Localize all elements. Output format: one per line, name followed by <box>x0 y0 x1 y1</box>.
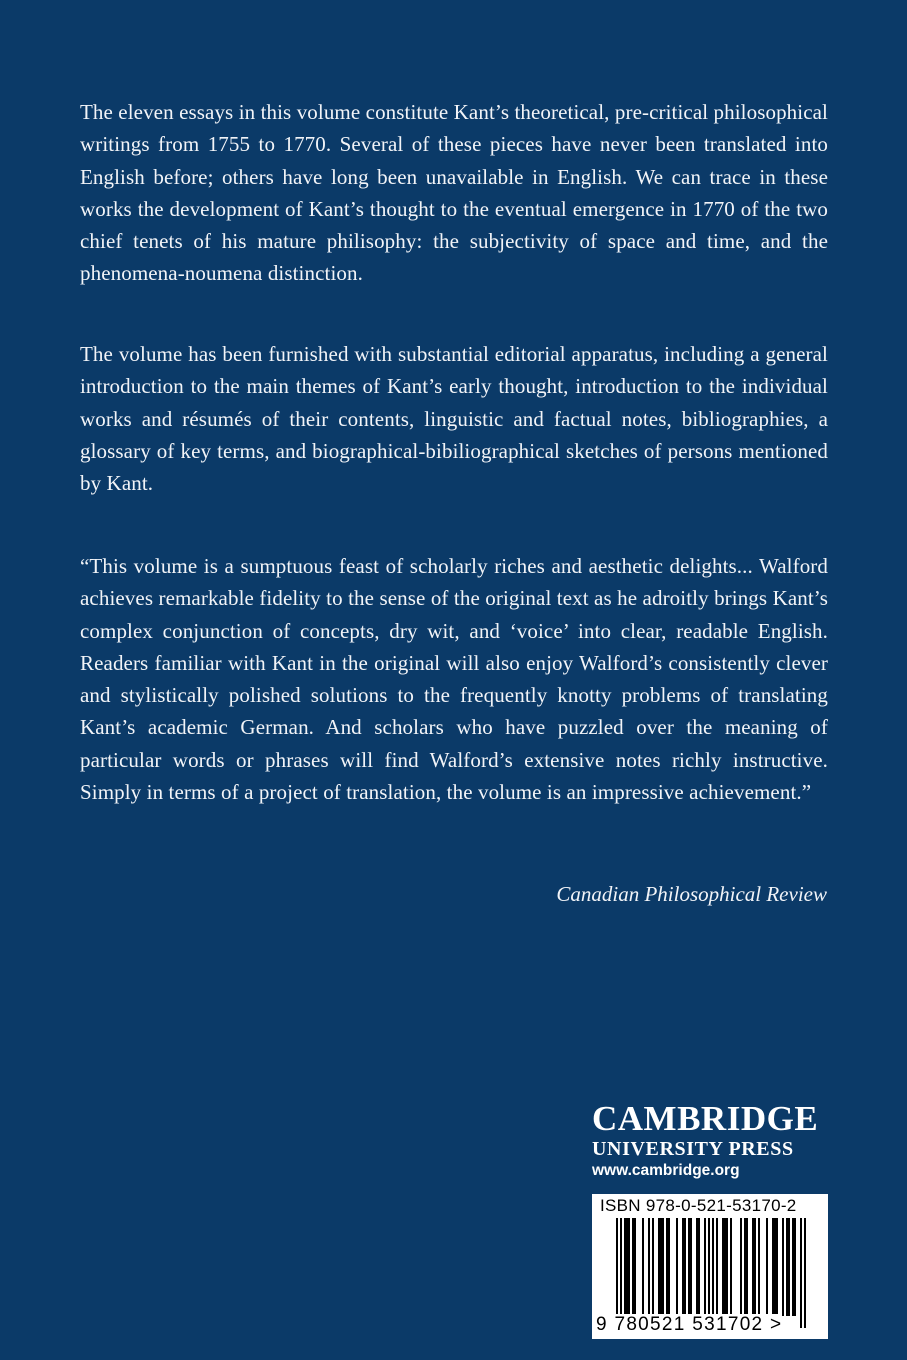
publisher-name: CAMBRIDGE <box>592 1099 819 1138</box>
blurb-paragraph-1: The eleven essays in this volume constitute Kant’s theoretical, pre-critical philosophical writings from 1755 to 1770. Several of these pieces have never been translated into English before; others have long been unavailable in English. We can trace in these works the development of Kant’s thought to the eventual emergence in 1770 of the two chief tenets of his mature philisophy: the subjectivity of space and time, and the phenomena-noumena distinction. <box>80 100 828 286</box>
publisher-url: www.cambridge.org <box>592 1162 740 1179</box>
barcode-bar <box>682 1218 686 1316</box>
barcode-bar <box>722 1218 728 1316</box>
barcode-bar <box>624 1218 630 1316</box>
barcode-bar <box>658 1218 664 1316</box>
barcode-bar <box>772 1218 778 1316</box>
publisher-logo <box>592 1100 830 1182</box>
barcode-bar <box>744 1218 748 1316</box>
isbn-label: ISBN 978-0-521-53170-2 <box>600 1196 797 1215</box>
publisher-subtitle: UNIVERSITY PRESS <box>592 1138 794 1160</box>
barcode-bar <box>666 1218 670 1316</box>
review-attribution: Canadian Philosophical Review <box>556 882 827 906</box>
barcode-bar <box>688 1218 692 1316</box>
barcode-bar <box>696 1218 700 1316</box>
barcode-guard-bar <box>800 1218 802 1328</box>
blurb-paragraph-2: The volume has been furnished with substantial editorial apparatus, including a general introduction to the main themes of Kant’s early thought, introduction to the individual works and résumés of their contents, linguistic and factual notes, bibliographies, a glossary of key terms, and biographical-bibiliographical sketches of persons mentioned by Kant. <box>80 342 828 496</box>
isbn-barcode <box>592 1194 828 1339</box>
barcode-bar <box>648 1218 650 1316</box>
barcode-guard-bar <box>708 1218 710 1328</box>
review-quote: “This volume is a sumptuous feast of scholarly riches and aesthetic delights... Walford achieves remarkable fidelity to the sense of the original text as he adroitly brings Kant’s complex conjunction of concepts, dry wit, and ‘voice’ into clear, readable English. Readers familiar with Kant in the original will also enjoy Walford’s consistently clever and stylistically polished solutions to the frequently knotty problems of translating Kant’s academic German. And scholars who have puzzled over the meaning of particular words or phrases will find Walford’s extensive notes richly instructive. Simply in terms of a project of translation, the volume is an impressive achievement.” <box>80 554 828 805</box>
barcode-bar <box>740 1218 742 1316</box>
barcode-guard-bar <box>804 1218 806 1328</box>
barcode-bar <box>752 1218 756 1316</box>
barcode-bar <box>704 1218 706 1316</box>
barcode-bar <box>782 1218 784 1316</box>
barcode-guard-bar <box>616 1218 618 1328</box>
barcode-bar <box>632 1218 636 1316</box>
barcode-guard-bar <box>712 1218 714 1328</box>
barcode-bar <box>792 1218 796 1316</box>
barcode-bar <box>766 1218 768 1316</box>
barcode-bar <box>716 1218 718 1316</box>
barcode-bar <box>730 1218 732 1316</box>
barcode-bar <box>676 1218 678 1316</box>
barcode-bar <box>642 1218 644 1316</box>
barcode-digits: 9 780521 531702 > <box>596 1314 783 1335</box>
barcode-bar <box>652 1218 654 1316</box>
barcode-bar <box>786 1218 790 1316</box>
barcode-guard-bar <box>620 1218 622 1328</box>
barcode-bar <box>758 1218 760 1316</box>
